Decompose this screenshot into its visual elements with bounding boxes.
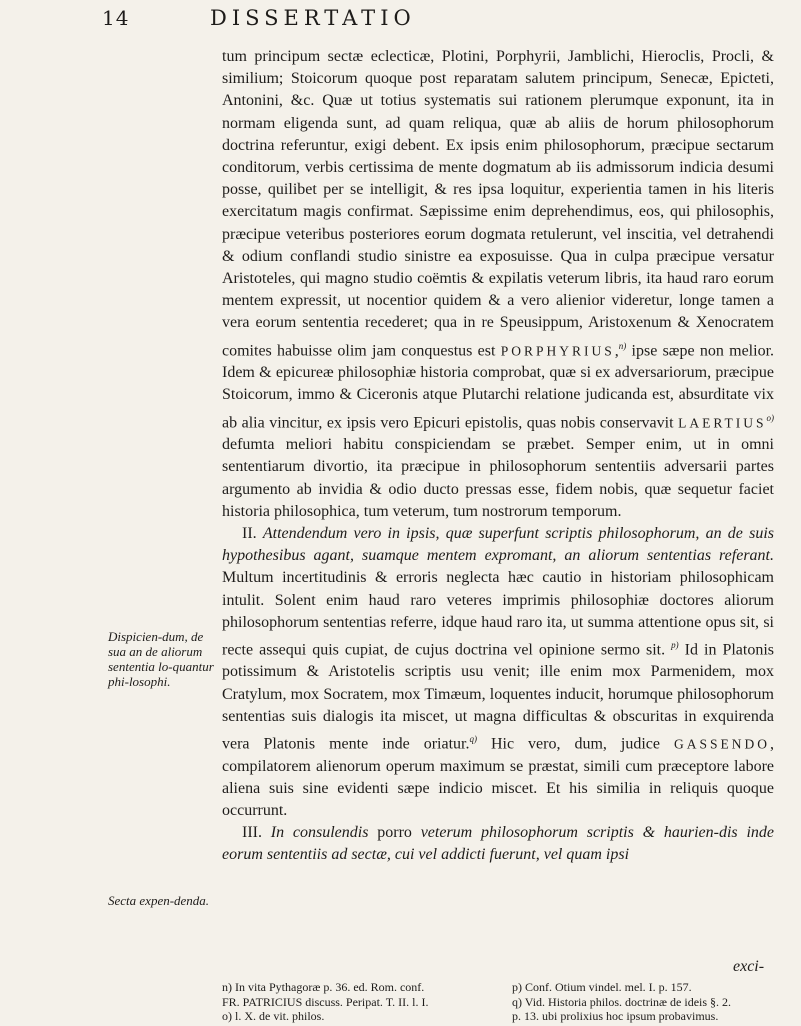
footnote-mark: n) [618, 340, 627, 351]
section-title: In consulendis [270, 824, 369, 842]
paragraph-text: defumta meliori habitu conspiciendam se præbet. Semper enim, ut in omni sententiarum divortio, ita præcipue in philosophorum sententiis adversarii partes argumento ab invidia & odio ducto pressas esse, fidem nobis, quæ sequetur faciet historia philosophica, tum veterum, tum nostrorum temporum. [222, 436, 774, 520]
paragraph-1: tum principum sectæ eclecticæ, Plotini, Porphyrii, Jamblichi, Hieroclis, Procli, & similium; Stoicorum quoque post reparatam salutem principum, Senecæ, Epicteti, Antonini, &c. Quæ ut totius systematis sui rationem plerumque exponunt, ita in normam eligenda sunt, ad quam reliqua, quæ ab aliis de horum philosophorum doctrina referuntur, exigi debent. Ex ipsis enim philosophorum, præcipue sectarum conditorum, verbis certissima de mente dogmatum ab iis admissorum indicia desumi posse, quilibet per se intelligit, & res ipsa loquitur, experientia tamen in his literis exercitatum magis confirmat. Sæpissime enim deprehendimus, eos, qui philosophis, præcipue veteribus posteriores eorum dogmata retulerunt, vel inscitia, vel detrahendi & odium conflandi studio sinistre ea exposuisse. Qua in culpa præcipue versatur Aristoteles, qui magno studio coëmtis & expilatis veterum libris, ita haud raro eorum mentem expressit, ut nocentior quidem & a vero alienior videretur, longe tamen a vera eorum sententia recederet; qua in re Speusippum, Aristoxenum & Xenocratem comites habuisse olim jam conquestus est PORPHYRIUS,$^{n)}$ ipse sæpe non melior. Idem & epicureæ philosophiæ historia comprobat, quæ si ex adversariorum, præcipue Stoicorum, immo & Ciceronis atque Plutarchi relatione judicanda est, absurditate vix ab alia vincitur, ex ipsis vero Epicuri epistolis, quas nobis conservavit LAERTIUS$^{o)}$ defumta meliori habitu conspiciendam se præbet. Semper enim, ut in omni sententiarum divortio, ita præcipue in philosophorum sententiis adversarii partes argumento ab invidia & odio ducto pressas esse, fidem nobis, quæ sequetur faciet historia philosophica, tum veterum, tum nostrorum temporum. [222, 48, 775, 520]
page-number: 14 [102, 6, 130, 30]
running-head: DISSERTATIO [210, 6, 416, 30]
footnote: q) Vid. Historia philos. doctrinæ de ideis §. 2. [512, 994, 732, 1009]
section-title: Attendendum vero in ipsis, quæ superfunt scriptis philosophorum, an de suis hypothesibus agant, suamque mentem expromant, an aliorum sententias referant. [222, 524, 774, 565]
footnote: n) In vita Pythagoræ p. 36. ed. Rom. conf. [222, 980, 425, 994]
footnote: p) Conf. Otium vindel. mel. I. p. 157. [512, 980, 692, 994]
section-number: II. [242, 524, 257, 542]
section-text: porro [377, 824, 412, 842]
section-3 [222, 822, 774, 866]
margin-note-secta: Secta expen-denda. [108, 893, 210, 908]
footnote-mark: p) [671, 639, 679, 650]
author-name: LAERTIUS [678, 414, 767, 430]
margin-note-dispiciendum: Dispicien-dum, de sua an de aliorum sententia lo-quantur phi-losophi. [108, 629, 214, 689]
footnote: o) l. X. de vit. philos. [222, 1009, 325, 1023]
section-text: Multum incertitudinis & erroris neglecta hæc cautio in historiam philosophicam intulit. Solent enim haud raro veteres imprimis philosophiæ doctores aliorum philosophorum sententias referre, idque haud raro ita, ut summa attentione opus sit, si recte assequi quis cupiat, de cujus doctrina vel opinione sermo sit. [222, 569, 774, 659]
section-number: III. [242, 824, 262, 842]
section-text: , compilatorem alienorum operum maximum se præstat, simili cum præceptore labore aliena suis sine evidenti sæpe indicio miscet. Et his similia in reliquis quoque occurrunt. [222, 735, 775, 820]
footnote: p. 13. ubi prolixius hoc ipsum probavimus. [512, 1009, 719, 1023]
main-text [222, 46, 774, 867]
footnote: FR. PATRICIUS discuss. Peripat. T. II. l. I. [222, 994, 429, 1009]
section-title: veterum philosophorum scriptis & haurien-dis inde eorum sententiis ad sectæ, cui vel addicti fuerunt, vel quam ipsi [222, 824, 774, 864]
author-name: GASSENDO [674, 736, 771, 752]
paragraph-text: tum principum sectæ eclecticæ, Plotini, Porphyrii, Jamblichi, Hieroclis, Procli, & similium; Stoicorum quoque post reparatam salutem principum, Senecæ, Epicteti, Antonini, &c. Quæ ut totius systematis sui rationem plerumque exponunt, ita in normam eligenda sunt, ad quam reliqua, quæ ab aliis de horum philosophorum doctrina referuntur, exigi debent. Ex ipsis enim philosophorum, præcipue sectarum conditorum, verbis certissima de mente dogmatum ab iis admissorum indicia desumi posse, quilibet per se intelligit, & res ipsa loquitur, experientia tamen in his literis exercitatum magis confirmat. Sæpissime enim deprehendimus, eos, qui philosophis, præcipue veteribus posteriores eorum dogmata retulerunt, vel inscitia, vel detrahendi & odium conflandi studio sinistre ea exposuisse. Qua in culpa præcipue versatur Aristoteles, qui magno studio coëmtis & expilatis veterum libris, ita haud raro eorum mentem expressit, ut nocentior quidem & a vero alienior videretur, longe tamen a vera eorum sententia recederet; qua in re Speusippum, Aristoxenum & Xenocratem comites habuisse olim jam conquestus est [222, 48, 774, 359]
section-text: Id in Platonis potissimum & Aristotelis scriptis usu venit; ille enim mox Parmenidem, mox Cratylum, mox Socratem, mox Timæum, loquentes inducit, horumque philosophorum sententias suis dialogis ita miscet, ut magna difficultas & obscuritas in exquirenda vera Platonis mente inde oriatur. [222, 641, 775, 753]
catchword: exci- [733, 958, 765, 975]
section-text: Hic vero, dum, judice [490, 735, 661, 753]
paragraph-text: ipse sæpe non melior. Idem & epicureæ philosophiæ historia comprobat, quæ si ex adversariorum, præcipue Stoicorum, immo & Ciceronis atque Plutarchi relatione judicanda est, absurditate vix ab alia vincitur, ex ipsis vero Epicuri epistolis, quas nobis conservavit [222, 341, 775, 431]
section-2 [222, 523, 774, 822]
footnote-mark: o) [766, 412, 775, 423]
footnote-mark: q) [469, 734, 477, 745]
footnotes [222, 980, 774, 1024]
author-name: PORPHYRIUS [500, 342, 615, 358]
